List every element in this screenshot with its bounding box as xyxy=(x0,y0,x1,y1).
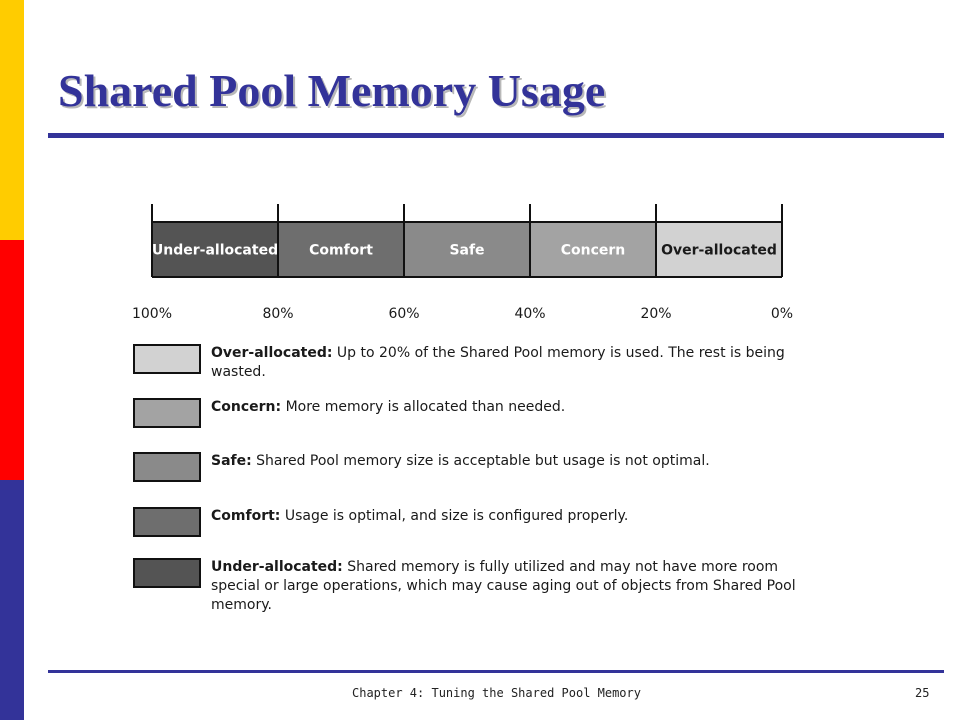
legend-description: Shared Pool memory size is acceptable but usage is not optimal. xyxy=(251,453,710,469)
bar-segment-label: Comfort xyxy=(309,242,373,259)
legend-term: Concern: xyxy=(211,399,282,415)
legend-text xyxy=(211,344,816,382)
bar-segment-label: Over-allocated xyxy=(661,242,777,259)
bar-segment-label: Under-allocated xyxy=(151,242,279,259)
bar-tick-label: 80% xyxy=(262,306,294,322)
bar-tick-label: 0% xyxy=(770,306,794,322)
bar-segment-label: Safe xyxy=(449,242,485,259)
legend-swatch xyxy=(133,452,201,482)
legend-text xyxy=(211,507,816,526)
legend-description: More memory is allocated than needed. xyxy=(281,399,566,415)
legend-swatch xyxy=(133,398,201,428)
bar-tick-label: 40% xyxy=(514,306,546,322)
legend-term: Safe: xyxy=(211,453,252,469)
page-number: 25 xyxy=(915,686,930,700)
bar-tick-label: 60% xyxy=(388,306,420,322)
bar-tick-label: 20% xyxy=(640,306,672,322)
slide-title: Shared Pool Memory Usage xyxy=(58,65,606,116)
legend-text xyxy=(211,452,816,471)
legend-swatch xyxy=(133,558,201,588)
legend-term: Comfort: xyxy=(211,508,281,524)
memory-usage-bar xyxy=(0,0,960,330)
legend-swatch xyxy=(133,507,201,537)
legend-term: Under-allocated: xyxy=(211,559,343,575)
legend-term: Over-allocated: xyxy=(211,345,333,361)
legend-description: Shared memory is fully utilized and may not have more room special or large operations, which may cause aging out of objects from Shared Pool memory. xyxy=(211,559,796,613)
footer-chapter: Chapter 4: Tuning the Shared Pool Memory xyxy=(352,686,641,700)
legend-text xyxy=(211,398,816,417)
legend-description: Up to 20% of the Shared Pool memory is used. The rest is being wasted. xyxy=(211,345,785,380)
legend-swatch xyxy=(133,344,201,374)
legend-text xyxy=(211,558,816,615)
footer-rule xyxy=(48,670,944,673)
accent-stripe-blue xyxy=(0,480,24,720)
legend-description: Usage is optimal, and size is configured properly. xyxy=(280,508,629,524)
bar-tick-label: 100% xyxy=(131,306,173,322)
bar-segment-label: Concern xyxy=(560,242,626,259)
